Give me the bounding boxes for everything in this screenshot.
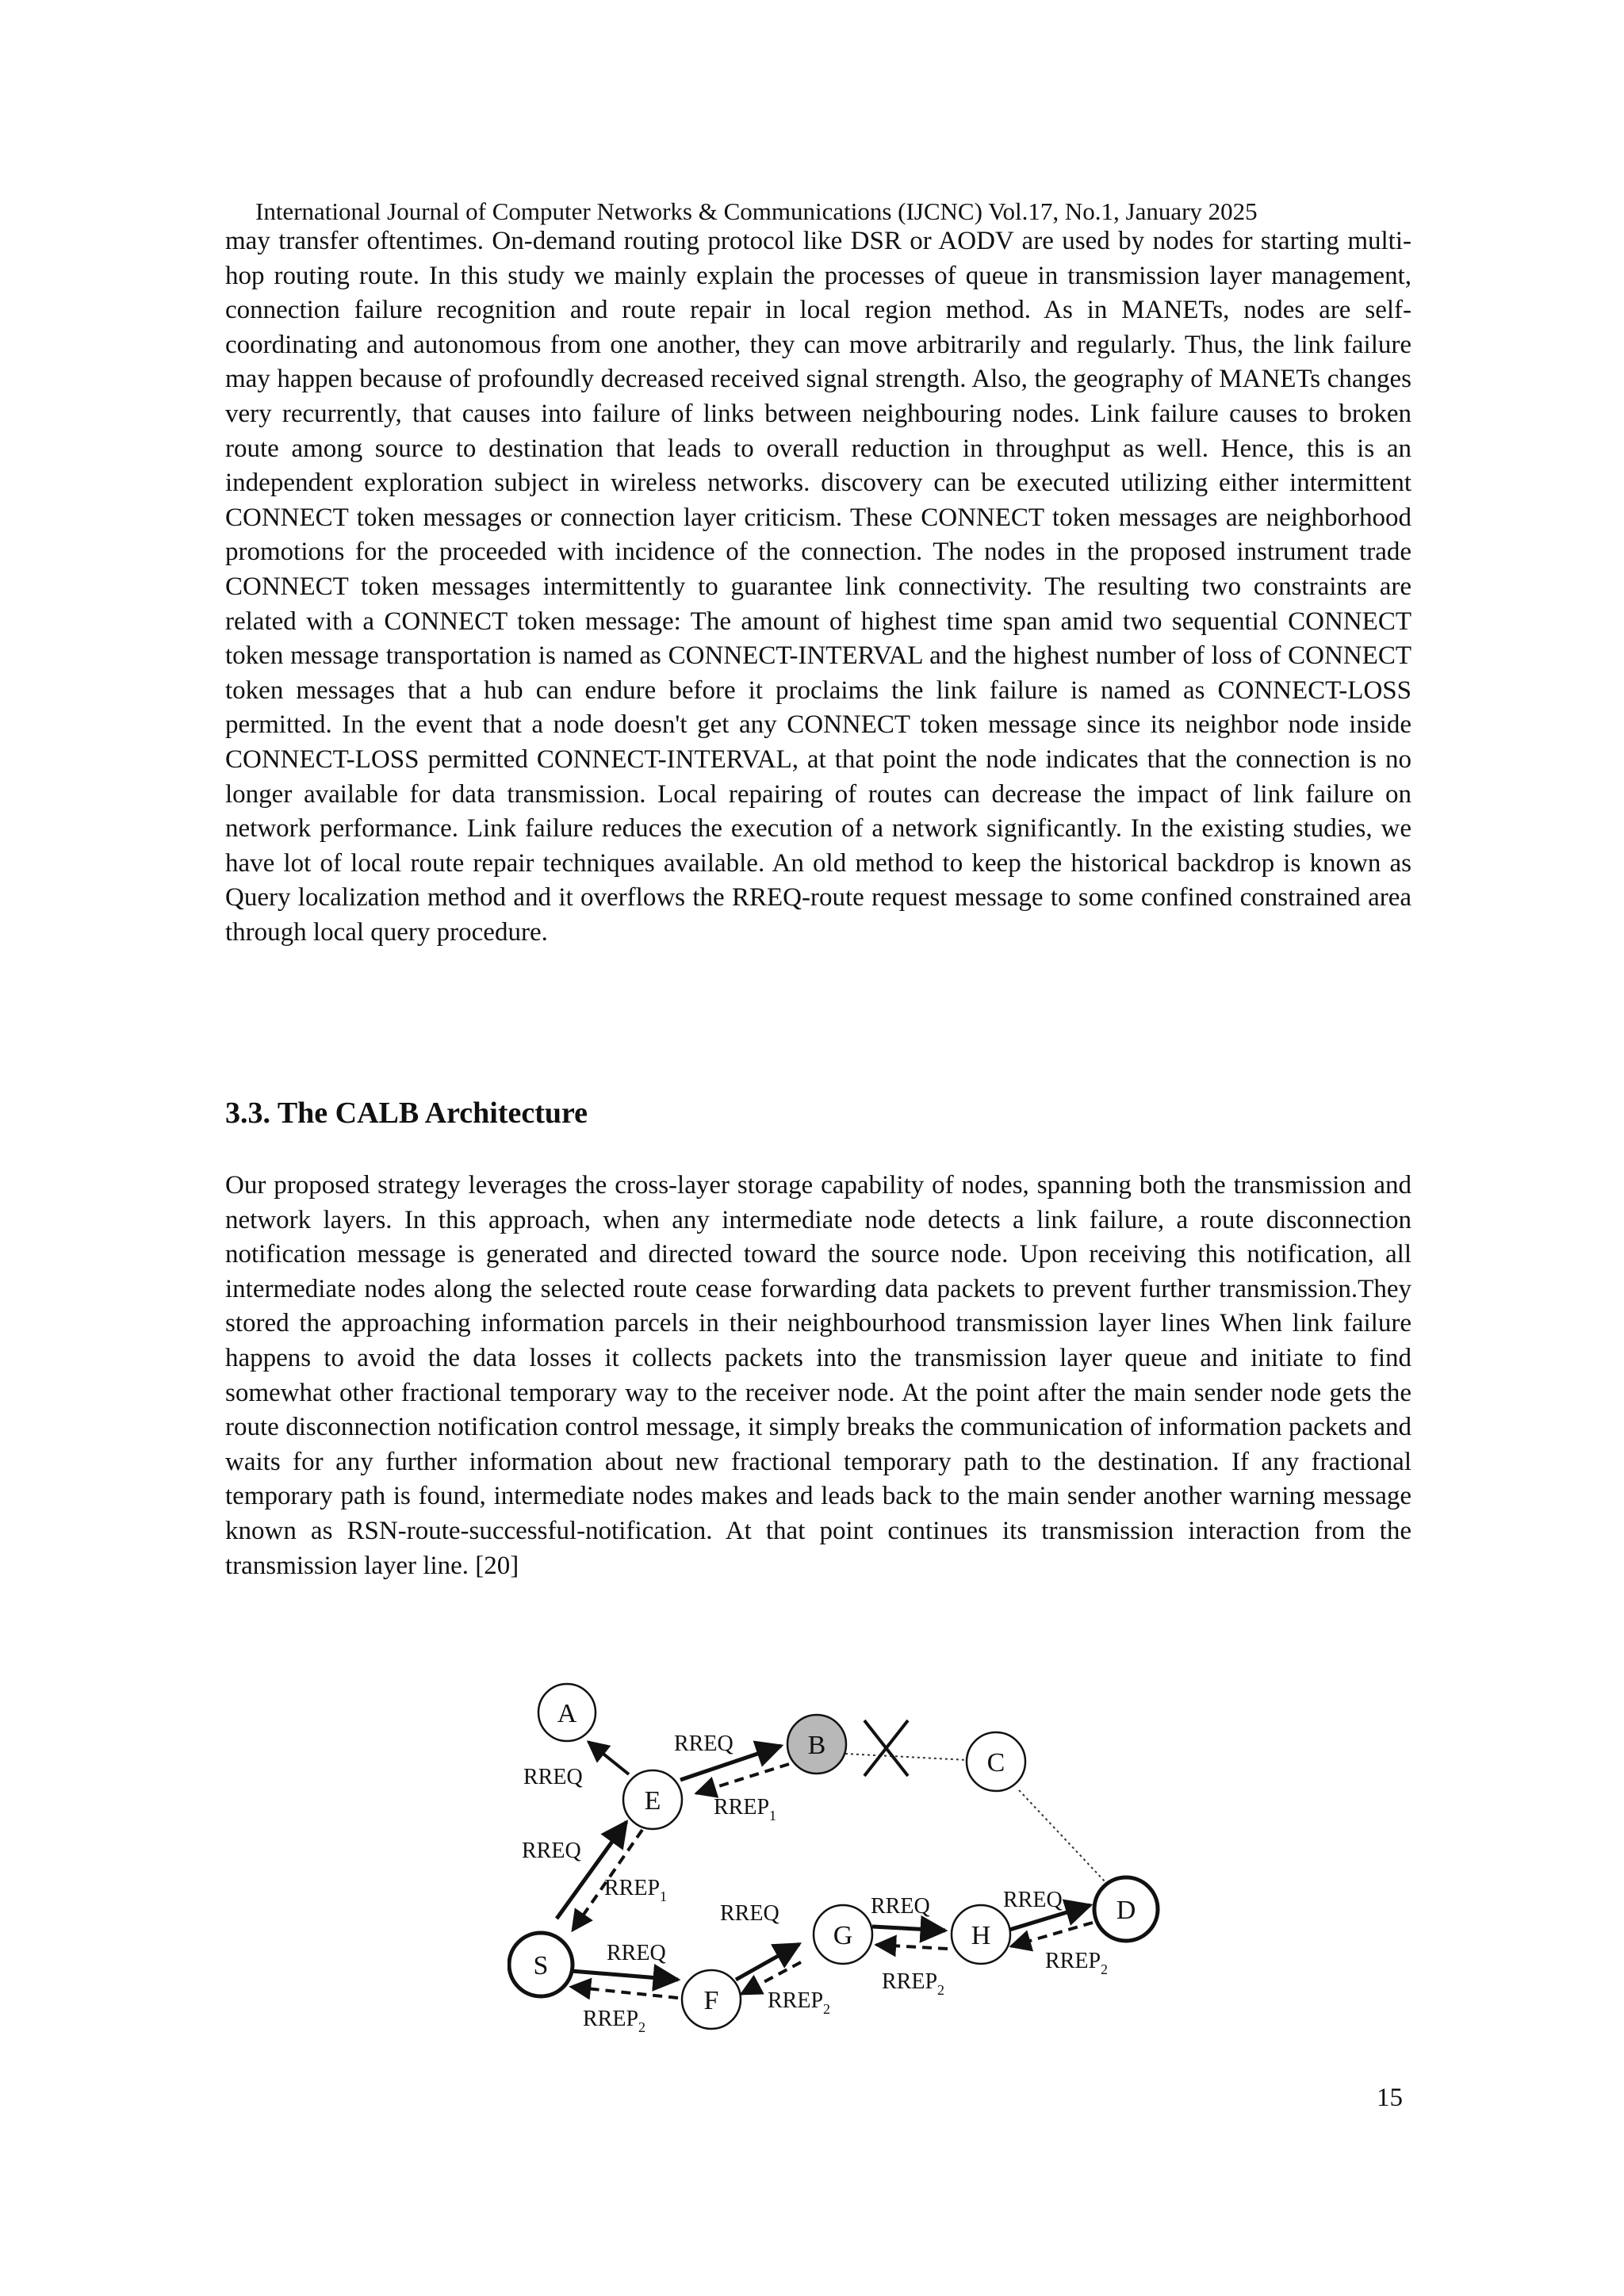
rrep-label: $RREP_2$ [882, 1969, 945, 1998]
paragraph-text: Our proposed strategy leverages the cross-layer storage capability of nodes, spanning both the transmission and network layers. In this approach, when any intermediate node detects a link failure, a route disconnection notification message is generated and directed toward the source node. Upon receiving this notification, all intermediate nodes along the selected route cease forwarding data packets to prevent further transmission.They stored the approaching information parcels in their neighbourhood transmission layer lines When link failure happens to avoid the data losses it collects packets into the transmission layer queue and initiate to find somewhat other fractional temporary way to the receiver node. At the point after the main sender node gets the route disconnection notification control message, it simply breaks the communication of information packets and waits for any further information about new fractional temporary path to the destination. If any fractional temporary path is found, intermediate nodes makes and leads back to the main sender another warning message known as RSN-route-successful-notification. At that point continues its transmission interaction from the transmission layer line. [20] [225, 1171, 1411, 1580]
rreq-arrow-e-a [588, 1742, 629, 1774]
page-number: 15 [1377, 2084, 1403, 2112]
node-g [814, 1905, 872, 1964]
node-label: G [833, 1921, 853, 1950]
rreq-label: RREQ [720, 1901, 779, 1926]
section-heading: 3.3. The CALB Architecture [225, 1096, 588, 1130]
rreq-arrow-g-h [872, 1927, 945, 1931]
node-c [967, 1732, 1025, 1791]
node-s [509, 1933, 573, 1996]
node-label: F [703, 1986, 719, 2015]
node-label: A [557, 1699, 577, 1728]
paragraph-text: may transfer oftentimes. On-demand routing protocol like DSR or AODV are used by nodes for starting multi-hop routing route. In this study we mainly explain the processes of queue in transmission layer management, connection failure recognition and route repair in local region method. As in MANETs, nodes are self-coordinating and autonomous from one another, they can move arbitrarily and regularly. Thus, the link failure may happen because of profoundly decreased received signal strength. Also, the geography of MANETs changes very recurrently, that causes into failure of links between neighbouring nodes. Link failure causes to broken route among source to destination that leads to overall reduction in throughput as well. Hence, this is an independent exploration subject in wireless networks. discovery can be executed utilizing either intermittent CONNECT token messages or connection layer criticism. These CONNECT token messages are neighborhood promotions for the proceeded with incidence of the connection. The nodes in the proposed instrument trade CONNECT token messages intermittently to guarantee link connectivity. The resulting two constraints are related with a CONNECT token message: The amount of highest time span amid two sequential CONNECT token message transportation is named as CONNECT-INTERVAL and the highest number of loss of CONNECT token messages that a hub can endure before it proclaims the link failure is named as CONNECT-LOSS permitted. In the event that a node doesn't get any CONNECT token message since its neighbor node inside CONNECT-LOSS permitted CONNECT-INTERVAL, at that point the node indicates that the connection is no longer available for data transmission. Local repairing of routes can decrease the impact of link failure on network performance. Link failure reduces the execution of a network significantly. In the existing studies, we have lot of local route repair techniques available. An old method to keep the historical backdrop is known as Query localization method and it overflows the RREQ-route request message to some confined constrained area through local query procedure. [225, 227, 1411, 947]
rreq-arrow-f-g [736, 1944, 799, 1980]
node-f [682, 1970, 741, 2029]
node-label: H [971, 1921, 991, 1950]
running-header: International Journal of Computer Networks & Communications (IJCNC) Vol.17, No.1, January 2025 [255, 197, 1258, 225]
node-b [787, 1715, 846, 1774]
rrep-label: $RREP_2$ [768, 1988, 831, 2017]
route-repair-figure [508, 1661, 1166, 2057]
node-label: B [807, 1731, 826, 1760]
node-label: E [644, 1786, 661, 1816]
rreq-label: RREQ [522, 1839, 581, 1863]
rrep-label: $RREP_1$ [604, 1876, 668, 1904]
rrep2-arrow-f-s [571, 1987, 678, 1998]
network-diagram [508, 1661, 1166, 2057]
node-d [1094, 1877, 1158, 1941]
rreq-label: RREQ [607, 1941, 666, 1965]
rrep2-arrow-h-g [876, 1945, 948, 1949]
rreq-arrow-s-f [571, 1971, 678, 1980]
node-a [538, 1684, 596, 1741]
rreq-label: RREQ [523, 1765, 583, 1789]
rrep-label: $RREP_2$ [583, 2007, 646, 2035]
rrep-label: $RREP_1$ [714, 1795, 777, 1823]
link-b-c [845, 1754, 967, 1760]
node-e [623, 1770, 682, 1829]
node-label: D [1116, 1896, 1136, 1925]
body-paragraph-1 [225, 224, 1411, 950]
body-paragraph-2 [225, 1169, 1411, 1583]
node-label: C [986, 1748, 1005, 1777]
node-h [952, 1905, 1010, 1964]
rreq-label: RREQ [674, 1732, 733, 1756]
node-label: S [533, 1951, 549, 1980]
rreq-label: RREQ [871, 1894, 930, 1919]
rrep-label: $RREP_2$ [1045, 1949, 1109, 1977]
link-c-d [1019, 1790, 1106, 1883]
rreq-label: RREQ [1003, 1888, 1063, 1912]
